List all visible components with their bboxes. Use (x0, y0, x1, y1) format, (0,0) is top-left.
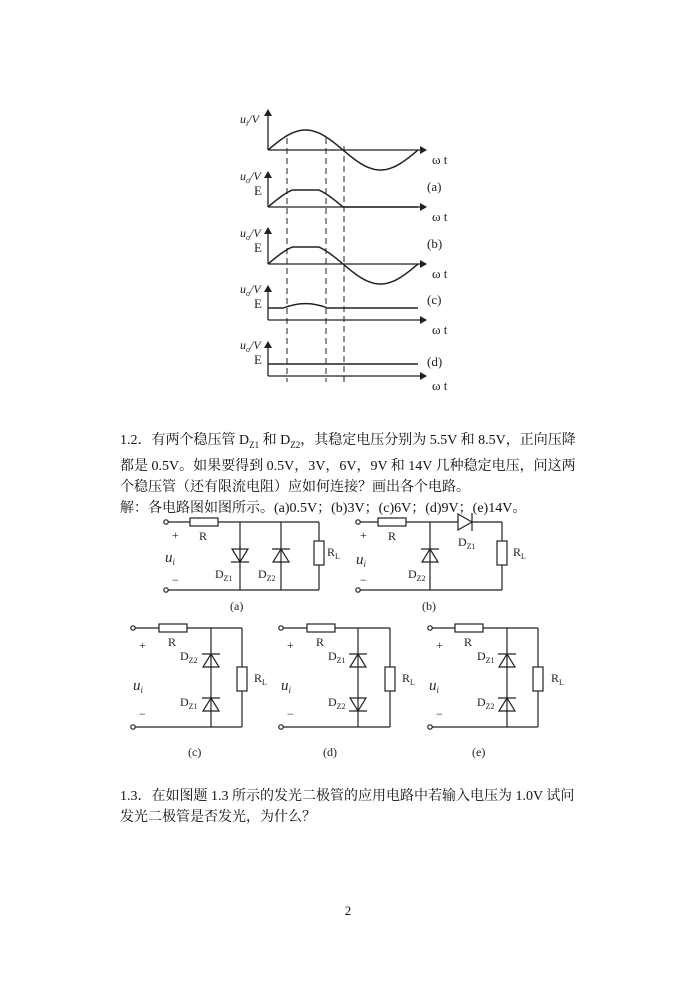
level-e-a: E (254, 183, 262, 198)
rl-label-d: $R_L$ (402, 671, 415, 687)
dz2-label-e: $D_{Z2}$ (477, 695, 495, 711)
caption-b: (b) (422, 599, 436, 613)
r-label-b: R (388, 529, 397, 543)
dz1-label-e: $D_{Z1}$ (477, 649, 495, 665)
caption-a: (a) (230, 599, 244, 613)
dz1-label-c: $D_{Z1}$ (180, 695, 198, 711)
caption-d: (d) (323, 745, 337, 759)
panel-label-c: (c) (427, 292, 442, 307)
plus-c: + (139, 638, 146, 652)
xlabel-4: ω t (432, 322, 448, 337)
waveform-figure (0, 0, 696, 420)
xlabel-5: ω t (432, 378, 448, 393)
rl-label-e: $R_L$ (551, 671, 564, 687)
output-wave-c (268, 304, 418, 308)
r-label-e: R (464, 635, 473, 649)
dz1-label-a: $D_{Z1}$ (215, 567, 233, 583)
r-label-d: R (316, 635, 325, 649)
circuit-c (131, 624, 247, 729)
xlabel-1: ω t (432, 152, 448, 167)
rl-label-a: $R_L$ (327, 545, 340, 561)
plus-b: + (360, 528, 367, 542)
plus-e: + (436, 638, 443, 652)
dz2-label-d: $D_{Z2}$ (328, 695, 346, 711)
circuits-figure (0, 510, 696, 770)
ui-label-d: $u_i$ (281, 678, 292, 695)
level-e-c: E (254, 296, 262, 311)
ylabel-uo-d: $u_o/V$ (240, 338, 261, 354)
level-e-d: E (254, 352, 262, 367)
ui-label-b: $u_i$ (356, 552, 367, 569)
dz2-label-a: $D_{Z2}$ (258, 567, 276, 583)
circuit-d (279, 624, 395, 729)
xlabel-3: ω t (432, 266, 448, 281)
panel-label-d: (d) (427, 354, 443, 369)
caption-c: (c) (188, 745, 202, 759)
plus-d: + (287, 638, 294, 652)
dz2-label-b: $D_{Z2}$ (408, 567, 426, 583)
output-wave-b (268, 247, 418, 284)
dz1-label-d: $D_{Z1}$ (328, 649, 346, 665)
q12-text: 1.2．有两个稳压管 $D_{Z1}$ 和 $D_{Z2}$，其稳定电压分别为 5.5V 和 8.5V，正向压降 都是 0.5V。如果要得到 0.5V，3V，6V，9V 和 14V 几种稳定电压，问这两 个稳压管（还有限流电阻）应如何连接？画出各个电路。 解：各电路图如图所示。(a)0.5V；(b)3V；(c)6V；(d)9V；(e)14V。 (120, 433, 576, 516)
ui-label-c: $u_i$ (133, 678, 144, 695)
ui-label-a: $u_i$ (165, 550, 176, 567)
q12-answer: 解：各电路图如图所示。(a)0.5V；(b)3V；(c)6V；(d)9V；(e)14V。 (120, 500, 527, 516)
rl-label-b: $R_L$ (513, 545, 526, 561)
plus-a: + (172, 528, 179, 542)
dz2-label-c: $D_{Z2}$ (180, 649, 198, 665)
caption-e: (e) (472, 745, 486, 759)
minus-e: − (436, 707, 443, 721)
minus-b: − (360, 573, 367, 587)
minus-d: − (287, 707, 294, 721)
panel-label-b: (b) (427, 236, 443, 251)
level-e-b: E (254, 240, 262, 255)
ui-label-e: $u_i$ (429, 678, 440, 695)
dz1-label-b: $D_{Z1}$ (458, 535, 476, 551)
circuit-a (164, 518, 324, 592)
ylabel-uo-b: $u_o/V$ (240, 226, 261, 242)
minus-a: − (172, 573, 179, 587)
q13-text: 1.3．在如图题 1.3 所示的发光二极管的应用电路中若输入电压为 1.0V 试问 发光二极管是否发光，为什么？ (120, 789, 575, 825)
output-wave-a (268, 190, 418, 207)
r-label-a: R (199, 529, 208, 543)
circuit-e (428, 624, 543, 729)
xlabel-2: ω t (432, 209, 448, 224)
ylabel-ui: $u_i/V$ (240, 112, 259, 128)
panel-label-a: (a) (427, 179, 442, 194)
minus-c: − (139, 707, 146, 721)
circuit-b (356, 513, 507, 592)
rl-label-c: $R_L$ (254, 671, 267, 687)
ylabel-uo-c: $u_o/V$ (240, 282, 261, 298)
r-label-c: R (168, 635, 177, 649)
page-number: 2 (344, 903, 352, 918)
ylabel-uo-a: $u_o/V$ (240, 169, 261, 185)
